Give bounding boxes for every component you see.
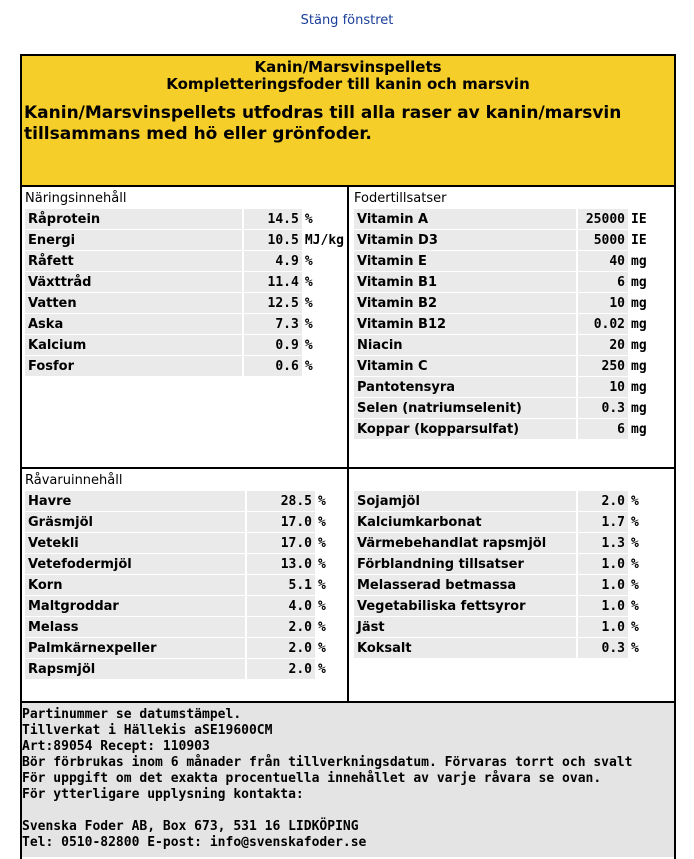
footer-storage: Bör förbrukas inom 6 månader från tillverkningsdatum. Förvaras torrt och svalt xyxy=(22,755,633,770)
additive-row xyxy=(354,229,673,250)
row-label: Fosfor xyxy=(25,355,242,376)
row-unit: % xyxy=(628,637,673,658)
row-unit: mg xyxy=(628,334,673,355)
row-value: 5000 xyxy=(576,229,628,250)
product-name: Kanin/Marsvinspellets xyxy=(254,58,442,76)
row-label: Kalcium xyxy=(25,334,242,355)
nutrition-row xyxy=(25,271,347,292)
raw-material-row xyxy=(354,616,673,637)
row-label: Aska xyxy=(25,313,242,334)
nutrition-row xyxy=(25,313,347,334)
row-label: Energi xyxy=(25,229,242,250)
nutrition-row xyxy=(25,250,347,271)
raw-materials-title: Råvaruinnehåll xyxy=(25,473,123,488)
raw-material-row xyxy=(354,637,673,658)
row-unit: % xyxy=(628,553,673,574)
row-label: Vetekli xyxy=(25,532,245,553)
row-label: Vitamin B1 xyxy=(354,271,576,292)
row-label: Vitamin E xyxy=(354,250,576,271)
row-label: Koksalt xyxy=(354,637,576,658)
raw-material-row xyxy=(25,553,343,574)
row-label: Vatten xyxy=(25,292,242,313)
row-unit: % xyxy=(628,511,673,532)
row-value: 11.4 xyxy=(242,271,302,292)
row-value: 0.3 xyxy=(576,397,628,418)
row-value: 10 xyxy=(576,292,628,313)
row-value: 0.02 xyxy=(576,313,628,334)
row-unit: % xyxy=(302,271,347,292)
row-unit: % xyxy=(302,355,347,376)
row-unit: % xyxy=(315,553,343,574)
row-value: 2.0 xyxy=(245,658,315,679)
row-unit: % xyxy=(628,595,673,616)
additive-row xyxy=(354,376,673,397)
row-label: Vitamin D3 xyxy=(354,229,576,250)
raw-material-row xyxy=(354,553,673,574)
raw-material-row xyxy=(354,574,673,595)
nutrition-row xyxy=(25,229,347,250)
nutrition-row xyxy=(25,334,347,355)
raw-material-row xyxy=(25,491,343,511)
row-label: Niacin xyxy=(354,334,576,355)
product-header xyxy=(22,56,674,187)
nutrition-title: Näringsinnehåll xyxy=(25,191,127,206)
row-unit: % xyxy=(631,493,639,509)
row-label: Vetefodermjöl xyxy=(25,553,245,574)
row-label: Vitamin B12 xyxy=(354,313,576,334)
raw-material-row xyxy=(354,491,673,511)
row-label: Vitamin A xyxy=(354,209,576,229)
row-value: 2.0 xyxy=(245,637,315,658)
row-value: 7.3 xyxy=(242,313,302,334)
row-label: Gräsmjöl xyxy=(25,511,245,532)
row-unit: % xyxy=(315,637,343,658)
row-value: 40 xyxy=(576,250,628,271)
row-unit: mg xyxy=(628,355,673,376)
row-value: 4.0 xyxy=(245,595,315,616)
raw-material-row xyxy=(354,511,673,532)
nutrition-row xyxy=(25,292,347,313)
row-value: 250 xyxy=(576,355,628,376)
raw-material-row xyxy=(25,595,343,616)
product-description: Kanin/Marsvinspellets utfodras till alla raser av kanin/marsvin tillsammans med hö eller grönfoder. xyxy=(24,103,622,144)
raw-material-row xyxy=(25,658,343,679)
row-unit: mg xyxy=(628,376,673,397)
row-label: Havre xyxy=(25,491,245,511)
row-value: 6 xyxy=(576,271,628,292)
raw-materials-right-panel xyxy=(349,469,674,701)
row-unit: mg xyxy=(628,397,673,418)
footer-article: Art:89054 Recept: 110903 xyxy=(22,739,210,754)
product-sheet xyxy=(20,54,676,859)
row-value: 20 xyxy=(576,334,628,355)
row-value: 13.0 xyxy=(245,553,315,574)
row-label: Selen (natriumselenit) xyxy=(354,397,576,418)
row-value: 0.9 xyxy=(242,334,302,355)
row-unit: % xyxy=(302,250,347,271)
row-unit: mg xyxy=(628,418,673,439)
row-label: Palmkärnexpeller xyxy=(25,637,245,658)
nutrition-table xyxy=(25,209,347,376)
row-value: 28.5 xyxy=(245,491,315,511)
row-unit: % xyxy=(628,532,673,553)
row-value: 6 xyxy=(576,418,628,439)
raw-materials-right-table xyxy=(354,491,673,658)
raw-material-row xyxy=(25,532,343,553)
row-unit: % xyxy=(302,334,347,355)
additive-row xyxy=(354,355,673,376)
raw-materials-section xyxy=(22,469,674,703)
row-unit: % xyxy=(315,532,343,553)
row-unit: % xyxy=(315,511,343,532)
additive-row xyxy=(354,250,673,271)
row-value: 1.7 xyxy=(576,511,628,532)
row-label: Koppar (kopparsulfat) xyxy=(354,418,576,439)
row-value: 5.1 xyxy=(245,574,315,595)
row-value: 2.0 xyxy=(245,616,315,637)
row-value: 1.0 xyxy=(576,616,628,637)
raw-material-row xyxy=(25,637,343,658)
footer-batch: Partinummer se datumstämpel. xyxy=(22,707,242,722)
row-label: Jäst xyxy=(354,616,576,637)
row-label: Vitamin C xyxy=(354,355,576,376)
additive-row xyxy=(354,334,673,355)
row-unit: % xyxy=(315,616,343,637)
row-value: 17.0 xyxy=(245,511,315,532)
row-unit: % xyxy=(315,658,343,679)
nutrition-row xyxy=(25,209,347,229)
row-label: Förblandning tillsatser xyxy=(354,553,576,574)
row-unit: mg xyxy=(628,250,673,271)
row-value: 0.6 xyxy=(242,355,302,376)
product-title xyxy=(22,56,674,93)
raw-material-row xyxy=(354,595,673,616)
nutrition-panel xyxy=(22,187,349,467)
additive-row xyxy=(354,313,673,334)
raw-material-row xyxy=(354,532,673,553)
footer-content-note: För uppgift om det exakta procentuella innehållet av varje råvara se ovan. xyxy=(22,771,602,786)
row-value: 25000 xyxy=(576,209,628,229)
row-unit: % xyxy=(302,313,347,334)
additive-row xyxy=(354,397,673,418)
close-window-link[interactable]: Stäng fönstret xyxy=(300,13,394,28)
row-unit: % xyxy=(304,211,313,227)
footer-address: Svenska Foder AB, Box 673, 531 16 LIDKÖPING xyxy=(22,819,359,834)
product-footer xyxy=(22,703,674,857)
row-value: 14.5 xyxy=(242,209,302,229)
row-unit: mg xyxy=(628,292,673,313)
additives-title: Fodertillsatser xyxy=(354,191,447,206)
row-label: Pantotensyra xyxy=(354,376,576,397)
row-value: 17.0 xyxy=(245,532,315,553)
row-unit: % xyxy=(315,574,343,595)
raw-material-row xyxy=(25,574,343,595)
row-value: 1.3 xyxy=(576,532,628,553)
raw-materials-left-table xyxy=(25,491,343,679)
row-unit: mg xyxy=(628,313,673,334)
row-unit: IE xyxy=(631,211,647,227)
raw-materials-left-panel xyxy=(22,469,349,701)
row-unit: % xyxy=(302,292,347,313)
row-label: Korn xyxy=(25,574,245,595)
row-label: Melass xyxy=(25,616,245,637)
row-value: 1.0 xyxy=(576,595,628,616)
additives-table xyxy=(354,209,673,439)
row-unit: mg xyxy=(628,271,673,292)
raw-material-row xyxy=(25,511,343,532)
row-unit: IE xyxy=(628,229,673,250)
footer-manufactured: Tillverkat i Hällekis aSE19600CM xyxy=(22,723,273,738)
footer-phone-email: Tel: 0510-82800 E-post: info@svenskafoder.se xyxy=(22,835,367,850)
row-unit: % xyxy=(318,493,326,509)
row-value: 12.5 xyxy=(242,292,302,313)
row-label: Vegetabiliska fettsyror xyxy=(354,595,576,616)
row-unit: % xyxy=(628,574,673,595)
row-label: Råfett xyxy=(25,250,242,271)
row-label: Växttråd xyxy=(25,271,242,292)
nutrition-additives-section xyxy=(22,187,674,469)
row-value: 10 xyxy=(576,376,628,397)
footer-contact-intro: För ytterligare upplysning kontakta: xyxy=(22,787,304,802)
row-value: 10.5 xyxy=(242,229,302,250)
product-subtitle: Kompletteringsfoder till kanin och marsvin xyxy=(166,75,530,93)
row-label: Värmebehandlat rapsmjöl xyxy=(354,532,576,553)
row-label: Rapsmjöl xyxy=(25,658,245,679)
row-label: Vitamin B2 xyxy=(354,292,576,313)
row-unit: MJ/kg xyxy=(302,229,347,250)
row-label: Råprotein xyxy=(25,209,242,229)
row-value: 2.0 xyxy=(576,491,628,511)
additives-panel xyxy=(349,187,674,467)
row-value: 0.3 xyxy=(576,637,628,658)
row-label: Maltgroddar xyxy=(25,595,245,616)
row-label: Kalciumkarbonat xyxy=(354,511,576,532)
row-value: 1.0 xyxy=(576,553,628,574)
additive-row xyxy=(354,271,673,292)
row-unit: % xyxy=(315,595,343,616)
additive-row xyxy=(354,418,673,439)
additive-row xyxy=(354,292,673,313)
row-value: 4.9 xyxy=(242,250,302,271)
raw-material-row xyxy=(25,616,343,637)
additive-row xyxy=(354,209,673,229)
row-label: Sojamjöl xyxy=(354,491,576,511)
nutrition-row xyxy=(25,355,347,376)
row-unit: % xyxy=(628,616,673,637)
row-label: Melasserad betmassa xyxy=(354,574,576,595)
row-value: 1.0 xyxy=(576,574,628,595)
